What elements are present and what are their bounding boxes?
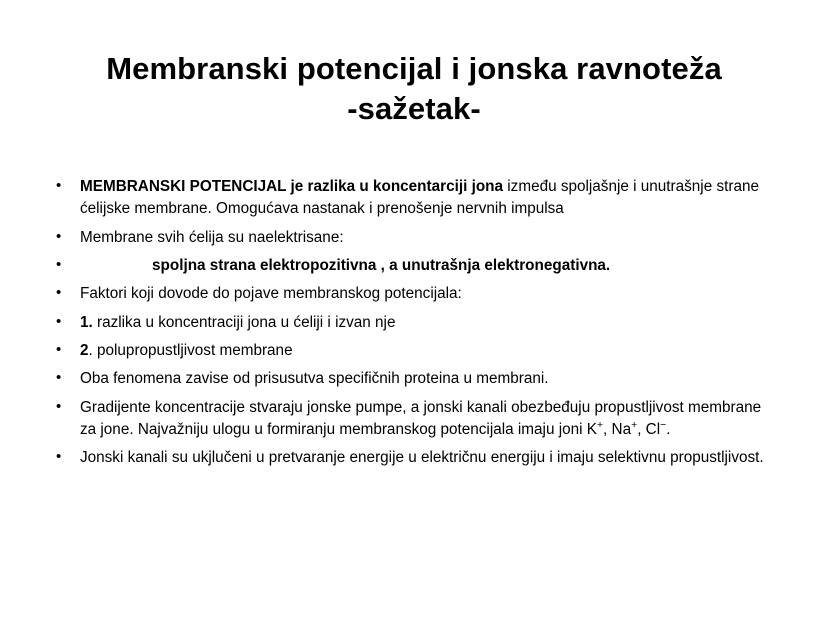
list-item-text	[80, 397, 774, 442]
text-run: , Na	[603, 421, 632, 439]
page-title-line-2: -sažetak-	[347, 91, 481, 127]
bold-text: 2	[80, 342, 89, 360]
text-run: između spoljašnje i unutrašnje strane ćelijske membrane. Omogućava nastanak i prenošenje nervnih impulsa	[80, 178, 759, 218]
text-run: .	[666, 421, 671, 439]
bullet-marker-icon: •	[56, 448, 62, 466]
list-item-text	[80, 368, 774, 390]
list-item-text	[80, 312, 774, 334]
bullet-marker-icon: •	[56, 397, 62, 415]
list-item-text	[80, 283, 774, 305]
bold-text: MEMBRANSKI POTENCIJAL je razlika u koncentarciji jona	[80, 178, 508, 196]
text-run: Membrane svih ćelija su naelektrisane:	[80, 228, 344, 246]
page-title-line-1: Membranski potencijal i jonska ravnoteža	[106, 50, 722, 86]
text-run: Faktori koji dovode do pojave membranskog potencijala:	[80, 285, 462, 303]
text-run: razlika u koncentraciji jona u ćeliji i izvan nje	[92, 313, 396, 331]
bullet-list	[0, 150, 828, 470]
bullet-marker-icon: •	[56, 177, 62, 195]
list-item	[44, 176, 774, 221]
page-title	[0, 21, 828, 130]
list-item	[44, 227, 774, 249]
text-run: . polupropustljivost membrane	[88, 342, 293, 360]
list-item	[44, 283, 774, 305]
list-item	[44, 340, 774, 362]
list-item	[44, 255, 774, 277]
indented-text	[80, 255, 610, 277]
slide	[0, 21, 828, 642]
bold-text: 1.	[80, 313, 93, 331]
bullet-marker-icon: •	[56, 227, 62, 245]
list-item-text	[80, 340, 774, 362]
text-run: , Cl	[637, 421, 661, 439]
bullet-marker-icon: •	[56, 312, 62, 330]
list-item-text	[80, 447, 774, 469]
bullet-marker-icon: •	[56, 369, 62, 387]
list-item	[44, 447, 774, 469]
list-item-text	[80, 255, 774, 277]
superscript-text: +	[596, 419, 604, 431]
list-item	[44, 368, 774, 390]
list-item-text	[80, 176, 774, 221]
list-item	[44, 312, 774, 334]
text-run: Oba fenomena zavise od prisusutva specifičnih proteina u membrani.	[80, 370, 549, 388]
superscript-text: +	[631, 419, 638, 431]
bullet-marker-icon: •	[56, 284, 62, 302]
text-run: Gradijente koncentracije stvaraju jonske pumpe, a jonski kanali obezbeđuju propustljivost membrane za jone. Najvažniju ulogu u formiranju membranskog potencijala imaju joni K	[80, 398, 762, 439]
list-item-text	[80, 227, 774, 249]
superscript-text: −	[660, 419, 667, 431]
bullet-marker-icon: •	[56, 256, 62, 274]
bullet-marker-icon: •	[56, 341, 62, 359]
text-run: Jonski kanali su ukjlučeni u pretvaranje energije u električnu energiju i imaju selektivnu propustljivost.	[80, 449, 764, 467]
list-item	[44, 397, 774, 442]
bold-text: spoljna strana elektropozitivna , a unutrašnja elektronegativna.	[152, 257, 611, 275]
